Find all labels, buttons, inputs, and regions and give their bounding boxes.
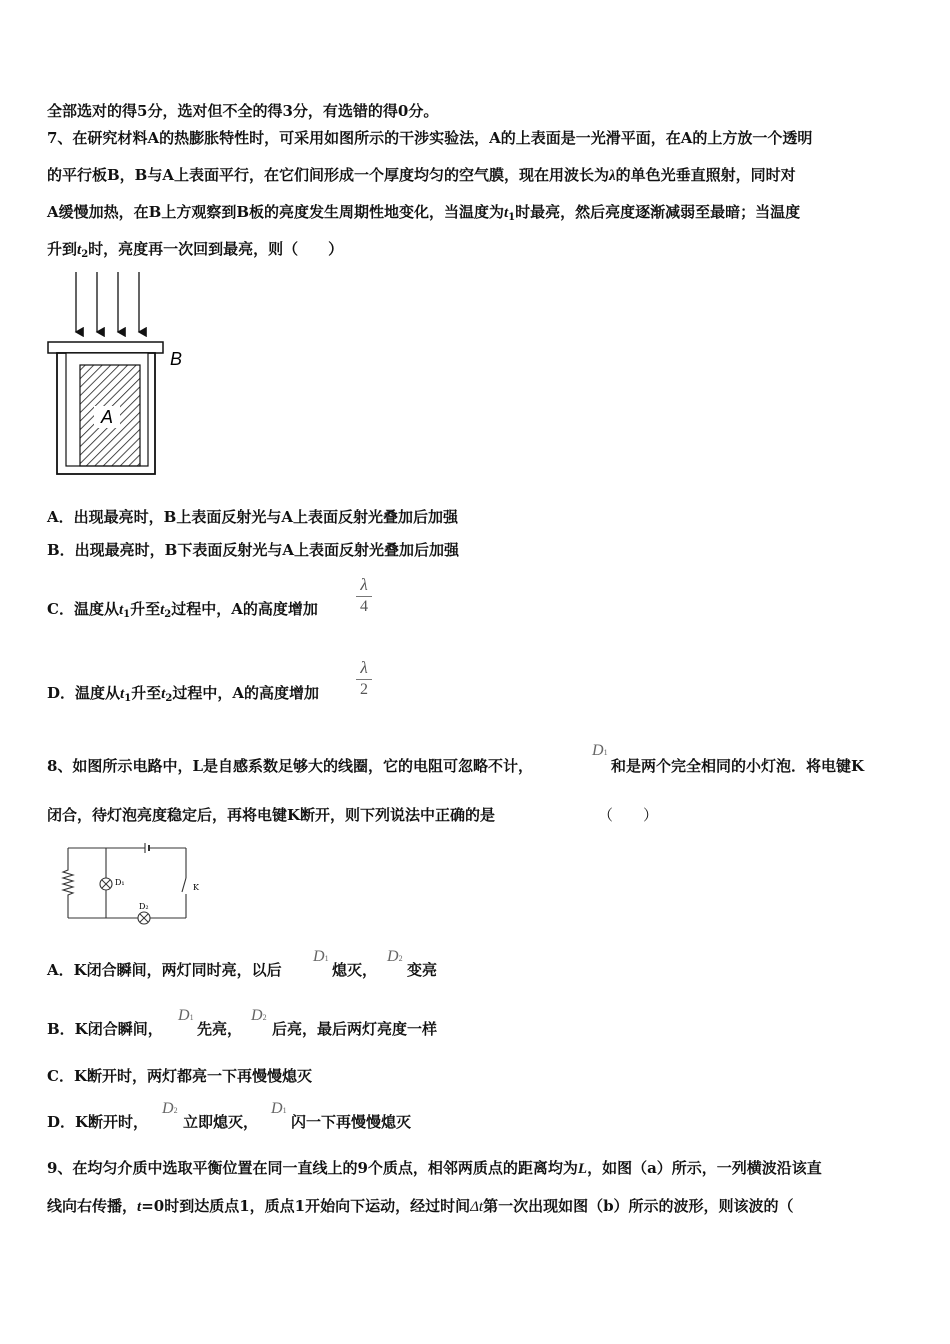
q7-t1-sub: 1 — [508, 212, 516, 223]
q8-answer-paren: （ ） — [598, 806, 659, 824]
q7-line2-text-b: 的单色光垂直照射，同时对 — [615, 166, 796, 184]
q7-option-d-text-b: 升至 — [131, 684, 162, 702]
q9-delta-t: Δt — [470, 1199, 484, 1215]
q9-line2-text-c: 第一次出现如图（b）所示的波形，则该波的（ — [483, 1197, 794, 1215]
q7-t2-sub: 2 — [81, 249, 89, 260]
q7-option-d-text-c: 过程中，A的高度增加 — [172, 684, 319, 702]
lamp-d2-label: D₂ — [139, 902, 149, 911]
q7-option-d-t1: t — [120, 686, 125, 702]
q7-figure — [44, 270, 194, 480]
plate-b — [48, 342, 163, 353]
q7-line1: 7、在研究材料A的热膨胀特性时，可采用如图所示的干涉实验法，A的上表面是一光滑平面，在A的上方放一个透明 — [47, 129, 813, 147]
q7-option-d-t1-sub: 1 — [124, 693, 132, 704]
q7-lambda: λ — [609, 168, 616, 184]
q9-L: L — [577, 1161, 588, 1177]
q7-line2-text-a: 的平行板B，B与A上表面平行，在它们间形成一个厚度均匀的空气膜，现在用波长为 — [47, 166, 609, 184]
q9-line1 — [47, 1158, 822, 1179]
q8-option-b-d2: D2 — [251, 1007, 267, 1024]
q8-option-b-text-a: B．K闭合瞬间， — [47, 1020, 163, 1038]
q8-option-a-text-b: 熄灭， — [332, 961, 378, 979]
q8-circuit-figure — [55, 838, 215, 928]
q7-option-a: A．出现最亮时，B上表面反射光与A上表面反射光叠加后加强 — [47, 508, 458, 526]
q7-t2: t — [77, 242, 82, 258]
q7-option-c-t2: t — [160, 602, 165, 618]
q8-line2: 闭合，待灯泡亮度稳定后，再将电键K断开，则下列说法中正确的是 — [47, 806, 496, 824]
q9-line1-text-b: ，如图（a）所示，一列横波沿该直 — [587, 1159, 822, 1177]
q9-line2-text-b: =0时到达质点1，质点1开始向下运动，经过时间 — [141, 1197, 471, 1215]
q9-line2 — [47, 1196, 794, 1217]
q7-line2 — [47, 165, 796, 186]
q7-option-c-fraction — [356, 576, 372, 615]
q7-line3 — [47, 202, 800, 228]
q8-option-b-text-c: 后亮，最后两灯亮度一样 — [272, 1020, 438, 1038]
q7-option-c-t1: t — [118, 602, 124, 618]
q8-option-c: C．K断开时，两灯都亮一下再慢慢熄灭 — [47, 1067, 312, 1085]
q9-line2-text-a: 线向右传播， — [47, 1197, 138, 1215]
switch-k — [182, 878, 186, 892]
q7-option-c-frac-num: λ — [360, 575, 368, 594]
q8-option-a-d1: D1 — [313, 948, 329, 965]
q7-line3-text-a: A缓慢加热，在B上方观察到B板的亮度发生周期性地变化，当温度为 — [47, 203, 504, 221]
intro-line: 全部选对的得5分，选对但不全的得3分，有选错的得0分。 — [47, 102, 439, 120]
q7-option-d-t2: t — [161, 686, 166, 702]
q7-option-c — [47, 599, 318, 625]
q8-option-b-d1: D1 — [178, 1007, 194, 1024]
q9-t: t — [137, 1199, 142, 1215]
q7-t1: t — [504, 205, 509, 221]
label-a: A — [100, 407, 114, 427]
q8-option-a-text-a: A．K闭合瞬间，两灯同时亮，以后 — [47, 961, 282, 979]
label-b: B — [170, 349, 183, 369]
q8-option-a-d2: D2 — [387, 948, 403, 965]
q7-option-d-fraction — [356, 659, 372, 698]
q7-option-d — [47, 683, 319, 709]
q7-line4-text-b: 时，亮度再一次回到最亮，则（ ） — [88, 240, 344, 258]
q8-option-d-text-b: 立即熄灭， — [183, 1113, 259, 1131]
q8-line1 — [47, 756, 533, 776]
q7-line4-text-a: 升到 — [47, 240, 78, 258]
q7-option-d-text-a: D．温度从 — [47, 684, 121, 702]
q8-option-d-text-c: 闪一下再慢慢熄灭 — [291, 1113, 412, 1131]
q8-d1-symbol: D1 — [592, 742, 608, 759]
switch-k-label: K — [193, 883, 199, 892]
q7-option-d-frac-den: 2 — [360, 681, 368, 698]
q8-option-b-text-b: 先亮， — [197, 1020, 243, 1038]
q7-line3-text-b: 时最亮，然后亮度逐渐减弱至最暗；当温度 — [515, 203, 801, 221]
q7-option-d-t2-sub: 2 — [165, 693, 173, 704]
q7-option-d-frac-num: λ — [360, 658, 368, 677]
q7-line4 — [47, 239, 343, 265]
q7-option-c-text-b: 升至 — [130, 600, 161, 618]
q9-line1-text-a: 9、在均匀介质中选取平衡位置在同一直线上的9个质点，相邻两质点的距离均为 — [47, 1159, 578, 1177]
q7-option-c-t2-sub: 2 — [164, 609, 172, 620]
lamp-d1-label: D₁ — [115, 878, 125, 887]
q8-option-d-d1: D1 — [271, 1100, 287, 1117]
q7-option-b: B．出现最亮时，B下表面反射光与A上表面反射光叠加后加强 — [47, 541, 459, 559]
q8-line1-text-a: 8、如图所示电路中，L是自感系数足够大的线圈，它的电阻可忽略不计， — [47, 757, 533, 775]
q7-option-c-text-c: 过程中，A的高度增加 — [171, 600, 318, 618]
q8-option-a-text-c: 变亮 — [407, 961, 438, 979]
q7-option-c-frac-den: 4 — [360, 598, 368, 615]
q8-option-d-text-a: D．K断开时， — [47, 1113, 149, 1131]
q8-option-d-d2: D2 — [162, 1100, 178, 1117]
q8-line1-b: 和是两个完全相同的小灯泡．将电键K — [611, 757, 865, 775]
q7-option-c-t1-sub: 1 — [123, 609, 131, 620]
coil-inductor — [63, 862, 73, 903]
q7-option-c-text-a: C．温度从 — [47, 600, 119, 618]
